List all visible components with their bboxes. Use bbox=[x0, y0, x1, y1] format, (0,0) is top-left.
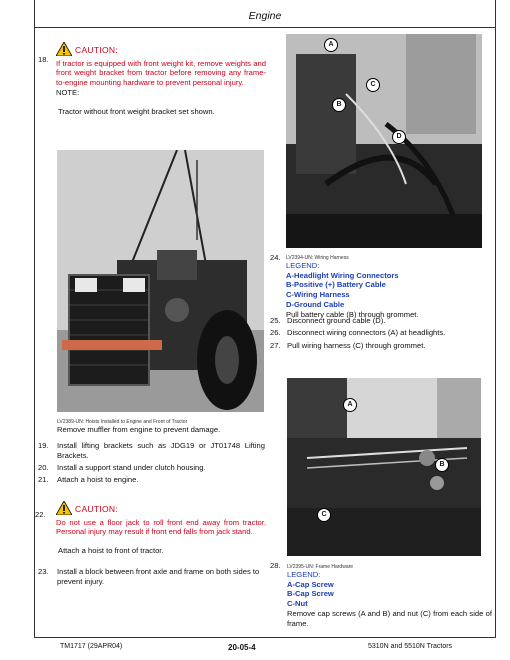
step-28-number: 28. bbox=[270, 561, 281, 570]
step-27-text: Pull wiring harness (C) through grommet. bbox=[287, 341, 426, 350]
step-24-text: Pull battery cable (B) through grommet. bbox=[286, 309, 419, 319]
step-19-text: Install lifting brackets such as JDG19 or JT01748 Lifting Brackets. bbox=[57, 441, 265, 460]
legend-item: A-Headlight Wiring Connectors bbox=[286, 270, 399, 280]
step-28-legend bbox=[287, 570, 492, 628]
warning-icon bbox=[56, 501, 72, 518]
step-18-note-text: Tractor without front weight bracket set shown. bbox=[58, 106, 215, 116]
hoist-note: Remove muffler from engine to prevent damage. bbox=[57, 425, 221, 434]
callout-d: D bbox=[392, 130, 406, 144]
step-25-text: Disconnect ground cable (D). bbox=[287, 316, 386, 325]
legend-item: A-Cap Screw bbox=[287, 579, 334, 589]
step-24-number: 24. bbox=[270, 253, 281, 262]
footer-page-number: 20-05-4 bbox=[228, 643, 256, 652]
step-26-text: Disconnect wiring connectors (A) at headlights. bbox=[287, 328, 446, 337]
caution-label: CAUTION: bbox=[75, 503, 119, 514]
callout-c: C bbox=[317, 508, 331, 522]
legend-item: B-Cap Screw bbox=[287, 589, 334, 599]
legend-title: LEGEND: bbox=[286, 261, 320, 270]
callout-a: A bbox=[324, 38, 338, 52]
legend-item: B-Positive (+) Battery Cable bbox=[286, 280, 386, 290]
callout-b: B bbox=[332, 98, 346, 112]
step-19-number: 19. bbox=[38, 441, 49, 450]
warning-icon bbox=[56, 42, 72, 59]
callout-c: C bbox=[366, 78, 380, 92]
step-20-text: Install a support stand under clutch housing. bbox=[57, 463, 206, 472]
step-22-number: 22. bbox=[35, 510, 46, 519]
wiring-harness-photo bbox=[286, 34, 482, 248]
step-20-number: 20. bbox=[38, 463, 49, 472]
wiring-harness-caption: LV2394-UN: Wiring Harness bbox=[286, 255, 349, 261]
footer-doc-id: TM1717 (29APR04) bbox=[60, 643, 123, 650]
step-18-note-label: NOTE: bbox=[56, 87, 80, 97]
step-22-after-text: Attach a hoist to front of tractor. bbox=[58, 546, 164, 556]
header-rule bbox=[34, 27, 496, 28]
frame-hardware-caption: LV2395-UN: Frame Hardware bbox=[287, 564, 354, 570]
frame-hardware-photo bbox=[287, 378, 481, 556]
footer-model: 5310N and 5510N Tractors bbox=[368, 643, 453, 650]
step-24-legend bbox=[286, 261, 486, 319]
step-21-text: Attach a hoist to engine. bbox=[57, 475, 139, 484]
caution-label: CAUTION: bbox=[75, 44, 119, 55]
callout-a: A bbox=[343, 398, 357, 412]
legend-item: D-Ground Cable bbox=[286, 299, 345, 309]
step-18-number: 18. bbox=[38, 55, 49, 64]
step-22-block bbox=[56, 501, 266, 556]
legend-title: LEGEND: bbox=[287, 570, 321, 579]
hoist-photo bbox=[57, 150, 264, 412]
step-26-number: 26. bbox=[270, 328, 281, 337]
step-28-text: Remove cap screws (A and B) and nut (C) from each side of frame. bbox=[287, 608, 492, 628]
legend-item: C-Nut bbox=[287, 599, 308, 609]
step-23-text: Install a block between front axle and frame on both sides to prevent injury. bbox=[57, 567, 260, 586]
step-21-number: 21. bbox=[38, 475, 49, 484]
step-18-caution-text: If tractor is equipped with front weight kit, remove weights and front weight bracket from tractor before removing any frame-to-engine mounting hardware to prevent personal injury. bbox=[56, 58, 266, 88]
callout-b: B bbox=[435, 458, 449, 472]
page-header-title: Engine bbox=[248, 10, 282, 22]
step-18-block bbox=[56, 42, 266, 116]
hoist-photo-caption: LV2389-UN: Hoists Installed to Engine and Front of Tractor bbox=[57, 419, 188, 425]
legend-item: C-Wiring Harness bbox=[286, 290, 350, 300]
step-27-number: 27. bbox=[270, 341, 281, 350]
step-22-caution-text: Do not use a floor jack to roll front end away from tractor. Personal injury may result if front end falls from jack stand. bbox=[56, 517, 266, 537]
step-23-number: 23. bbox=[38, 567, 49, 576]
step-25-number: 25. bbox=[270, 316, 281, 325]
